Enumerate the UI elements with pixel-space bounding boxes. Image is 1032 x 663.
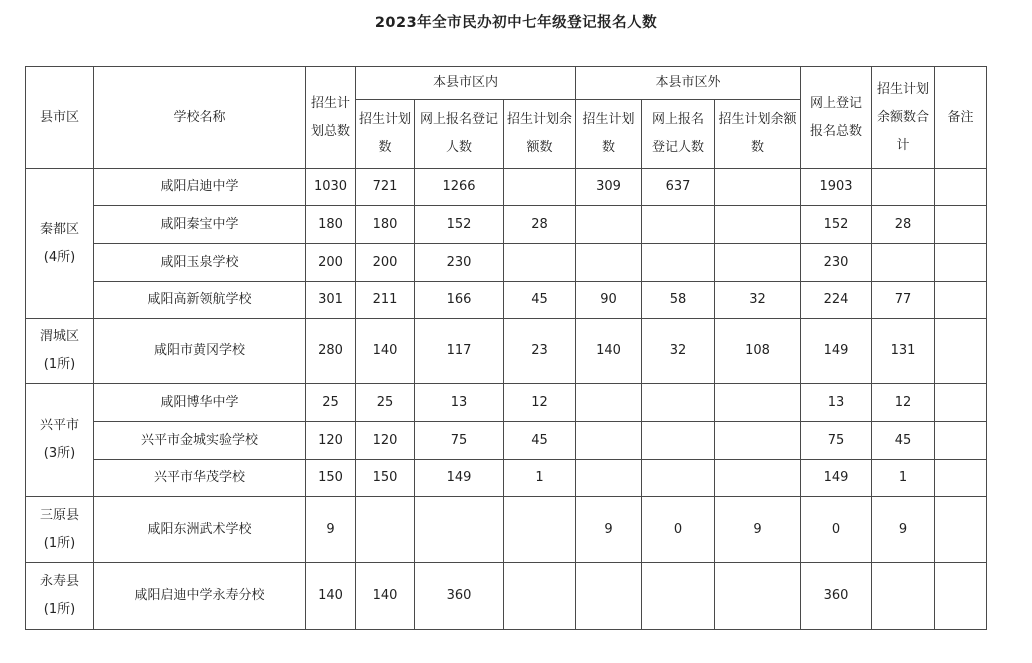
header-row-1	[26, 67, 987, 100]
school-name: 咸阳高新领航学校	[94, 282, 306, 319]
district-count: (3所)	[43, 446, 76, 461]
inside-plan: 721	[356, 169, 415, 206]
outside-plan: 9	[576, 497, 642, 563]
plan-total: 120	[306, 422, 356, 460]
district-name: 三原县	[39, 507, 79, 523]
inside-remaining	[504, 497, 576, 563]
outside-online: 58	[642, 282, 715, 319]
district-count: (4所)	[43, 249, 76, 265]
outside-online	[642, 384, 715, 422]
school-name: 咸阳启迪中学	[94, 169, 306, 206]
inside-online: 1266	[415, 169, 504, 206]
notes	[935, 422, 987, 460]
inside-online: 360	[415, 563, 504, 630]
outside-remaining	[715, 422, 801, 460]
remaining-total: 45	[872, 422, 935, 460]
plan-total: 25	[306, 384, 356, 422]
header-school-name: 学校名称	[94, 67, 306, 169]
header-outside-plan	[576, 100, 642, 169]
online-total: 75	[801, 422, 872, 460]
header-outside-plan-line1: 招生计划	[582, 112, 635, 127]
notes	[935, 563, 987, 630]
outside-remaining	[715, 206, 801, 244]
district-name: 兴平市	[39, 418, 79, 433]
page-title: 2023年全市民办初中七年级登记报名人数	[374, 15, 658, 31]
outside-online: 0	[642, 497, 715, 563]
notes	[935, 460, 987, 497]
inside-plan: 120	[356, 422, 415, 460]
district-cell	[26, 169, 94, 319]
online-total: 1903	[801, 169, 872, 206]
header-inside-online-line2: 人数	[445, 140, 472, 155]
inside-online: 117	[415, 319, 504, 384]
table-row	[26, 282, 987, 319]
header-inside-plan	[356, 100, 415, 169]
district-cell	[26, 384, 94, 497]
online-total: 13	[801, 384, 872, 422]
district-name: 永寿县	[39, 574, 79, 589]
plan-total: 200	[306, 244, 356, 282]
district-cell	[26, 497, 94, 563]
inside-online: 13	[415, 384, 504, 422]
school-name: 兴平市华茂学校	[94, 460, 306, 497]
school-name: 咸阳秦宝中学	[94, 206, 306, 244]
outside-plan: 309	[576, 169, 642, 206]
remaining-total	[872, 244, 935, 282]
district-count: (1所)	[43, 357, 76, 372]
inside-remaining: 28	[504, 206, 576, 244]
school-name: 咸阳启迪中学永寿分校	[94, 563, 306, 630]
outside-remaining	[715, 169, 801, 206]
outside-remaining	[715, 460, 801, 497]
inside-online: 166	[415, 282, 504, 319]
inside-remaining	[504, 169, 576, 206]
outside-plan	[576, 244, 642, 282]
online-total: 149	[801, 319, 872, 384]
online-total: 149	[801, 460, 872, 497]
header-outside-online-line1: 网上报名	[652, 112, 705, 127]
table-row	[26, 563, 987, 630]
online-total: 360	[801, 563, 872, 630]
inside-online: 230	[415, 244, 504, 282]
school-name: 咸阳博华中学	[94, 384, 306, 422]
header-county: 县市区	[26, 67, 94, 169]
notes	[935, 319, 987, 384]
header-inside-group: 本县市区内	[356, 67, 576, 100]
inside-remaining	[504, 563, 576, 630]
inside-online: 152	[415, 206, 504, 244]
plan-total: 140	[306, 563, 356, 630]
inside-remaining: 45	[504, 282, 576, 319]
inside-plan: 150	[356, 460, 415, 497]
outside-online: 32	[642, 319, 715, 384]
remaining-total: 9	[872, 497, 935, 563]
header-inside-online-line1: 网上报名登记	[419, 112, 498, 127]
inside-plan: 140	[356, 563, 415, 630]
header-inside-online	[415, 100, 504, 169]
header-outside-online-line2: 登记人数	[652, 140, 705, 155]
header-outside-plan-line2: 数	[602, 140, 616, 155]
table-row	[26, 422, 987, 460]
plan-total: 301	[306, 282, 356, 319]
header-plan-total-line2: 划总数	[310, 123, 350, 139]
header-inside-plan-line2: 数	[378, 140, 392, 155]
notes	[935, 282, 987, 319]
school-name: 咸阳市黄冈学校	[94, 319, 306, 384]
district-cell	[26, 563, 94, 630]
table-row	[26, 169, 987, 206]
inside-remaining: 45	[504, 422, 576, 460]
plan-total: 9	[306, 497, 356, 563]
online-total: 0	[801, 497, 872, 563]
inside-plan	[356, 497, 415, 563]
table-row	[26, 460, 987, 497]
remaining-total: 12	[872, 384, 935, 422]
plan-total: 180	[306, 206, 356, 244]
header-online-total-line2: 报名总数	[810, 123, 863, 139]
remaining-total	[872, 563, 935, 630]
table-row	[26, 384, 987, 422]
outside-plan: 90	[576, 282, 642, 319]
district-cell	[26, 319, 94, 384]
inside-online: 149	[415, 460, 504, 497]
notes	[935, 169, 987, 206]
inside-plan: 200	[356, 244, 415, 282]
inside-plan: 180	[356, 206, 415, 244]
outside-plan	[576, 460, 642, 497]
outside-remaining	[715, 384, 801, 422]
online-total: 230	[801, 244, 872, 282]
plan-total: 1030	[306, 169, 356, 206]
header-online-total-line1: 网上登记	[810, 95, 863, 111]
outside-plan	[576, 422, 642, 460]
header-outside-remaining-line2: 数	[751, 140, 765, 155]
district-count: (1所)	[43, 602, 76, 617]
outside-remaining: 32	[715, 282, 801, 319]
remaining-total: 1	[872, 460, 935, 497]
district-name: 秦都区	[39, 221, 79, 237]
header-remaining-total-line2: 余额数合	[877, 109, 930, 125]
notes	[935, 206, 987, 244]
inside-remaining: 12	[504, 384, 576, 422]
school-name: 咸阳东洲武术学校	[94, 497, 306, 563]
inside-remaining: 1	[504, 460, 576, 497]
remaining-total	[872, 169, 935, 206]
inside-remaining	[504, 244, 576, 282]
notes	[935, 497, 987, 563]
inside-plan: 211	[356, 282, 415, 319]
remaining-total: 77	[872, 282, 935, 319]
registration-table	[25, 66, 987, 630]
outside-remaining	[715, 563, 801, 630]
outside-remaining: 9	[715, 497, 801, 563]
inside-remaining: 23	[504, 319, 576, 384]
outside-plan	[576, 563, 642, 630]
plan-total: 280	[306, 319, 356, 384]
header-inside-remaining	[504, 100, 576, 169]
outside-online	[642, 460, 715, 497]
outside-online	[642, 244, 715, 282]
district-count: (1所)	[43, 535, 76, 551]
online-total: 224	[801, 282, 872, 319]
school-name: 咸阳玉泉学校	[94, 244, 306, 282]
table-row	[26, 206, 987, 244]
outside-online	[642, 422, 715, 460]
plan-total: 150	[306, 460, 356, 497]
header-remaining-total-line3: 计	[896, 137, 910, 153]
online-total: 152	[801, 206, 872, 244]
inside-online: 75	[415, 422, 504, 460]
notes	[935, 384, 987, 422]
header-remaining-total	[872, 67, 935, 169]
header-online-total	[801, 67, 872, 169]
header-inside-plan-line1: 招生计划	[358, 112, 411, 127]
table-row	[26, 244, 987, 282]
outside-remaining	[715, 244, 801, 282]
outside-online	[642, 563, 715, 630]
district-name: 渭城区	[39, 329, 79, 344]
header-outside-group: 本县市区外	[576, 67, 801, 100]
inside-online	[415, 497, 504, 563]
inside-plan: 140	[356, 319, 415, 384]
inside-plan: 25	[356, 384, 415, 422]
header-remaining-total-line1: 招生计划	[877, 81, 930, 97]
outside-online	[642, 206, 715, 244]
header-inside-remaining-line2: 额数	[526, 140, 553, 155]
header-plan-total-line1: 招生计	[310, 95, 350, 111]
header-inside-remaining-line1: 招生计划余	[507, 112, 573, 127]
header-notes: 备注	[935, 67, 987, 169]
notes	[935, 244, 987, 282]
school-name: 兴平市金城实验学校	[94, 422, 306, 460]
outside-plan	[576, 206, 642, 244]
remaining-total: 28	[872, 206, 935, 244]
outside-remaining: 108	[715, 319, 801, 384]
table-row	[26, 319, 987, 384]
header-outside-remaining-line1: 招生计划余额	[718, 112, 797, 127]
table-row	[26, 497, 987, 563]
header-outside-remaining	[715, 100, 801, 169]
header-plan-total	[306, 67, 356, 169]
remaining-total: 131	[872, 319, 935, 384]
outside-plan	[576, 384, 642, 422]
outside-plan: 140	[576, 319, 642, 384]
header-outside-online	[642, 100, 715, 169]
outside-online: 637	[642, 169, 715, 206]
